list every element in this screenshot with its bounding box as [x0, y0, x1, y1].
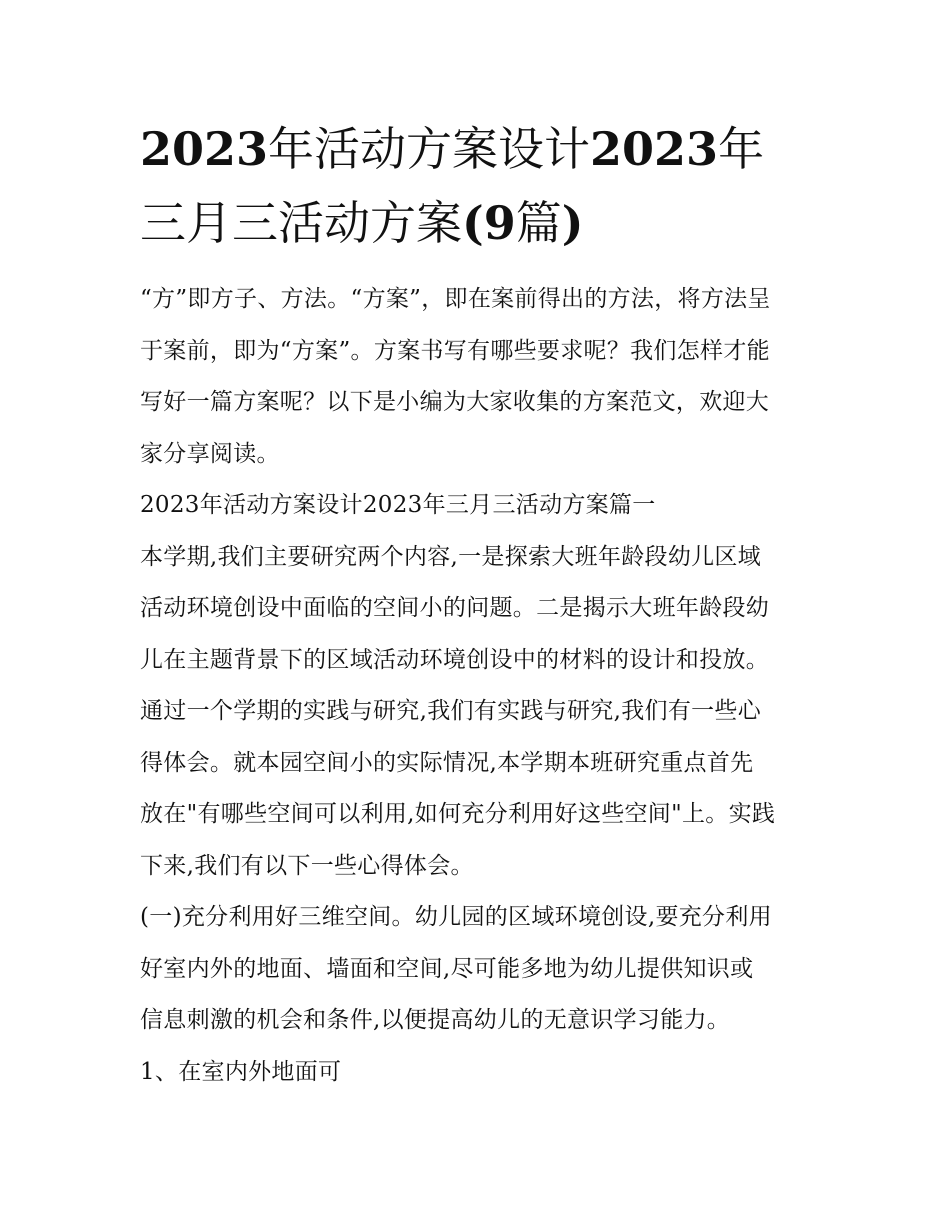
- body-line: 放在"有哪些空间可以利用,如何充分利用好这些空间"上。实践: [140, 801, 776, 827]
- body-paragraph-1: [140, 532, 820, 893]
- list-item-1: 1、在室内外地面可: [140, 1058, 342, 1085]
- body-line: 通过一个学期的实践与研究,我们有实践与研究,我们有一些心: [140, 698, 762, 724]
- intro-line: 家分享阅读。: [140, 440, 280, 467]
- body-paragraph-2: [140, 892, 820, 1047]
- body-line: 下来,我们有以下一些心得体会。: [140, 852, 474, 879]
- intro-line: 于案前，即为“方案”。方案书写有哪些要求呢？我们怎样才能: [140, 337, 770, 364]
- body-line: 儿在主题背景下的区域活动环境创设中的材料的设计和投放。: [140, 646, 770, 673]
- document-title: [140, 112, 820, 260]
- document-page: [140, 112, 820, 1098]
- intro-line: “方”即方子、方法。“方案”，即在案前得出的方法，将方法呈: [140, 286, 771, 312]
- intro-line: 写好一篇方案呢？以下是小编为大家收集的方案范文，欢迎大: [140, 389, 770, 415]
- body-line: 活动环境创设中面临的空间小的问题。二是揭示大班年龄段幼: [140, 595, 770, 621]
- body-line: 好室内外的地面、墙面和空间,尽可能多地为幼儿提供知识或: [140, 955, 754, 982]
- title-line-2: 三月三活动方案(9篇): [140, 196, 584, 250]
- section-heading: 2023年活动方案设计2023年三月三活动方案篇一: [140, 492, 656, 518]
- intro-paragraph: [140, 274, 820, 480]
- body-line: 信息刺激的机会和条件,以便提高幼儿的无意识学习能力。: [140, 1007, 731, 1033]
- title-line-1: 2023年活动方案设计2023年: [140, 122, 765, 176]
- body-line: 得体会。就本园空间小的实际情况,本学期本班研究重点首先: [140, 749, 754, 776]
- body-line: 本学期,我们主要研究两个内容,一是探索大班年龄段幼儿区域: [140, 543, 762, 570]
- body-line: (一)充分利用好三维空间。幼儿园的区域环境创设,要充分利用: [140, 904, 772, 930]
